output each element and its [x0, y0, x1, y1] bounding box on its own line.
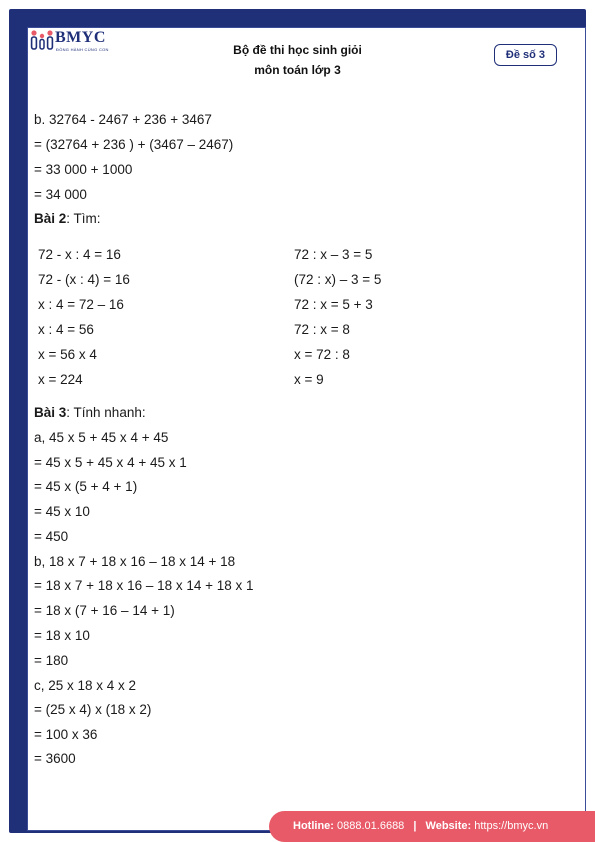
equation-right: 72 : x = 5 + 3 — [294, 297, 373, 312]
equation-left: x = 56 x 4 — [38, 347, 97, 362]
hotline-label: Hotline: — [293, 820, 334, 832]
equation-left: 72 - x : 4 = 16 — [38, 247, 121, 262]
title-line-2: môn toán lớp 3 — [254, 63, 341, 77]
text-line: a, 45 x 5 + 45 x 4 + 45 — [34, 430, 169, 445]
hotline-number[interactable]: 0888.01.6688 — [337, 820, 405, 832]
page-title — [180, 40, 415, 80]
text-line: = 33 000 + 1000 — [34, 162, 133, 177]
equation-right: (72 : x) – 3 = 5 — [294, 272, 382, 287]
text-line: = (25 x 4) x (18 x 2) — [34, 702, 152, 717]
equation-left: x = 224 — [38, 372, 83, 387]
text-line: c, 25 x 18 x 4 x 2 — [34, 678, 137, 693]
exam-number-badge: Đề số 3 — [494, 44, 557, 66]
footer-separator: | — [413, 820, 417, 832]
equation-right: 72 : x = 8 — [294, 322, 350, 337]
logo-tagline: ĐỒNG HÀNH CÙNG CON — [56, 47, 109, 52]
text-line: = 18 x (7 + 16 – 14 + 1) — [34, 603, 175, 618]
text-line: = 18 x 10 — [34, 628, 90, 643]
website-link[interactable]: https://bmyc.vn — [474, 820, 549, 832]
text-line: = 45 x 10 — [34, 504, 90, 519]
equation-right: x = 72 : 8 — [294, 347, 350, 362]
text-line: = 18 x 7 + 18 x 16 – 18 x 14 + 18 x 1 — [34, 578, 254, 593]
equation-right: x = 9 — [294, 372, 324, 387]
text-line: = 34 000 — [34, 187, 87, 202]
text-line: = 45 x (5 + 4 + 1) — [34, 479, 138, 494]
text-line: b, 18 x 7 + 18 x 16 – 18 x 14 + 18 — [34, 554, 236, 569]
text-line: = 450 — [34, 529, 69, 544]
heading-label: Bài 2 — [34, 211, 67, 226]
website-label: Website: — [425, 820, 472, 832]
text-line: = 3600 — [34, 751, 76, 766]
text-line: = 45 x 5 + 45 x 4 + 45 x 1 — [34, 455, 187, 470]
title-line-1: Bộ đề thi học sinh giỏi — [233, 43, 362, 57]
equation-left: x : 4 = 56 — [38, 322, 94, 337]
equation-left: x : 4 = 72 – 16 — [38, 297, 124, 312]
family-logo-icon — [30, 29, 54, 51]
logo-text: BMYC — [55, 29, 106, 46]
equation-right: 72 : x – 3 = 5 — [294, 247, 373, 262]
text-line: = 180 — [34, 653, 69, 668]
section-heading-bai2 — [34, 210, 101, 228]
text-line: = 100 x 36 — [34, 727, 98, 742]
footer-contact-bar — [269, 811, 595, 842]
heading-rest: : Tính nhanh: — [66, 405, 146, 420]
heading-label: Bài 3 — [34, 405, 67, 420]
bmyc-logo — [30, 29, 150, 57]
section-heading-bai3 — [34, 404, 146, 422]
equation-left: 72 - (x : 4) = 16 — [38, 272, 130, 287]
text-line: b. 32764 - 2467 + 236 + 3467 — [34, 112, 212, 127]
heading-rest: : Tìm: — [66, 211, 101, 226]
text-line: = (32764 + 236 ) + (3467 – 2467) — [34, 137, 234, 152]
